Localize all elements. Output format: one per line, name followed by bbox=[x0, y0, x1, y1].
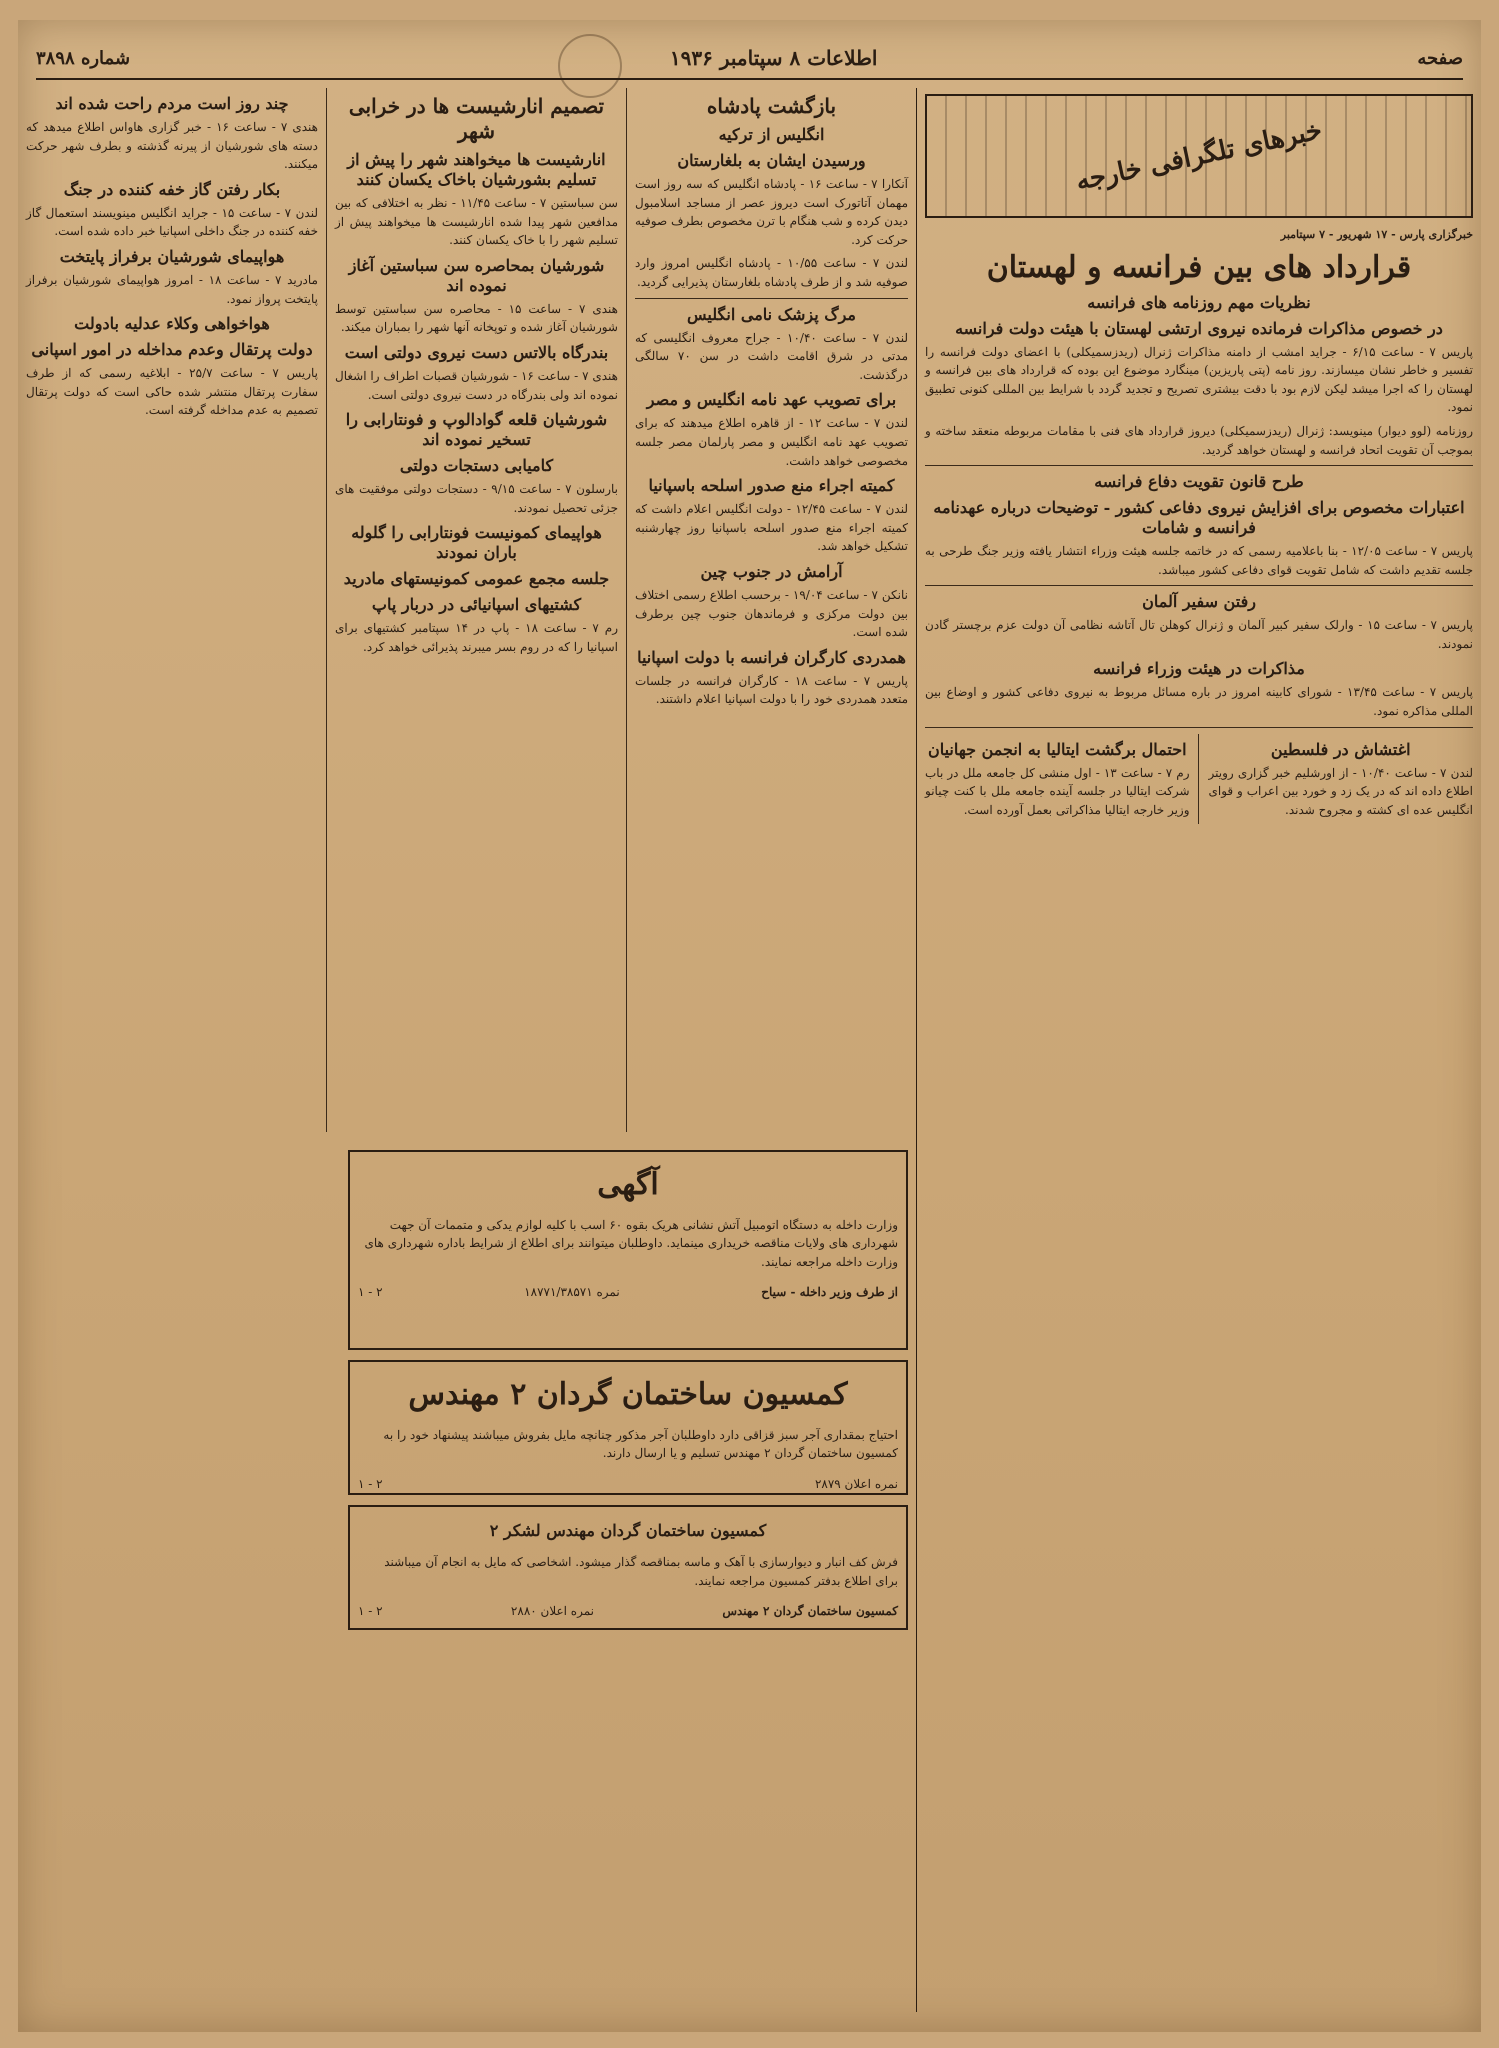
article-body: بارسلون ۷ - ساعت ۹/۱۵ - دستجات دولتی موفقیت های جزئی تحصیل نمودند. bbox=[335, 482, 619, 515]
section-headline: برای تصویب عهد نامه انگلیس و مصر bbox=[646, 390, 897, 410]
agency-line: خبرگزاری پارس - ۱۷ شهریور - ۷ سپتامبر bbox=[1280, 228, 1473, 241]
section-subheadline: انارشیست ها میخواهند شهر را پیش از تسلیم بشورشیان باخاک یکسان کنند bbox=[347, 150, 606, 189]
section-headline: بازگشت پادشاه bbox=[706, 94, 837, 118]
divider bbox=[925, 727, 1473, 728]
section-headline: همدردی کارگران فرانسه با دولت اسپانیا bbox=[637, 647, 906, 667]
page-header bbox=[36, 38, 1463, 80]
ad-commission-2 bbox=[348, 1505, 908, 1630]
ad-signature: کمسیون ساختمان گردان ۲ مهندس bbox=[722, 1604, 898, 1619]
article-body: هندی ۷ - ساعت ۱۵ - محاصره سن سباستین توسط شورشیان آغاز شده و توپخانه آنها شهر را بمباران میکند. bbox=[335, 301, 618, 335]
ad-number: نمره اعلان ۲۸۷۹ bbox=[814, 1476, 898, 1491]
ad-seq: ۲ - ۱ bbox=[358, 1476, 383, 1491]
section-headline: طرح قانون تقویت دفاع فرانسه bbox=[1094, 472, 1304, 492]
section-headline: آرامش در جنوب چین bbox=[700, 561, 843, 581]
ad-notice bbox=[348, 1150, 908, 1350]
article-body: پاریس ۷ - ساعت ۱۲/۰۵ - بنا باعلامیه رسمی که در خاتمه جلسه هیئت وزراء انتشار یافته وزیر جنگ طرحی به جلسه تقدیم داشت که شامل تقویت قوای دفاعی کشور میباشد. bbox=[925, 544, 1474, 577]
section-headline: کشتیهای اسپانیائی در دربار پاپ bbox=[371, 595, 582, 615]
newspaper-page bbox=[18, 20, 1481, 2032]
bottom-articles bbox=[925, 734, 1473, 825]
section-headline: مذاکرات در هیئت وزراء فرانسه bbox=[1093, 659, 1305, 679]
divider bbox=[925, 585, 1473, 586]
ad-title: کمسیون ساختمان گردان مهندس لشکر ۲ bbox=[489, 1521, 767, 1540]
section-headline: تصمیم انارشیست ها در خرابی شهر bbox=[348, 94, 605, 143]
ad-signature: از طرف وزیر داخله - سیاح bbox=[761, 1285, 898, 1300]
section-headline: دولت پرتقال وعدم مداخله در امور اسپانی bbox=[31, 340, 313, 360]
section-headline: هواخواهی وکلاء عدلیه بادولت bbox=[74, 314, 270, 334]
column-king-return bbox=[626, 88, 916, 1132]
section-headline: هواپیمای کمونیست فونتارابی را گلوله باران نمودند bbox=[351, 523, 602, 563]
ad-number: نمره اعلان ۲۸۸۰ bbox=[510, 1604, 594, 1619]
italy-article bbox=[925, 734, 1199, 825]
ad-title: کمسیون ساختمان گردان ۲ مهندس bbox=[408, 1377, 848, 1412]
section-headline: مرگ پزشک نامی انگلیس bbox=[687, 304, 856, 324]
article-body: نانکن ۷ - ساعت ۱۹/۰۴ - برحسب اطلاع رسمی اختلاف بین دولت مرکزی و فرماندهان جنوب چین برطرف شده است. bbox=[635, 587, 908, 640]
ad-commission-1 bbox=[348, 1360, 908, 1495]
article-body: لندن ۷ - ساعت ۱۵ - جراید انگلیس مینویسند استعمال گاز خفه کننده در جنگ داخلی اسپانیا خبر داده شده است. bbox=[26, 205, 318, 239]
issue-number: شماره ۳۸۹۸ bbox=[36, 47, 131, 69]
section-subheadline: ورسیدن ایشان به بلغارستان bbox=[677, 151, 866, 170]
article-body: رم ۷ - ساعت ۱۸ - پاپ در ۱۴ سپتامبر کشتیهای برای اسپانیا را که در روم بسر میبرند پذیرائی خواهد کرد. bbox=[335, 621, 618, 654]
main-subheadline-2: در خصوص مذاکرات فرمانده نیروی ارتشی لهستان با هیئت دولت فرانسه bbox=[955, 318, 1443, 338]
ad-seq: ۲ - ۱ bbox=[358, 1285, 383, 1300]
ad-body: وزارت داخله به دستگاه اتومبیل آتش نشانی هریک بقوه ۶۰ اسب با کلیه لوازم یدکی و متممات آن جهت شهرداری های ولایات مناقصه خریداری مینماید. داوطلبان میتوانند برای اطلاع از شرایط باداره شهرداری های وزارت داخله مراجعه نمایند. bbox=[364, 1217, 898, 1269]
section-headline: جلسه مجمع عمومی کمونیستهای مادرید bbox=[343, 569, 610, 589]
section-headline: کامیابی دستجات دولتی bbox=[399, 456, 554, 476]
article-body: آنکارا ۷ - ساعت ۱۶ - پادشاه انگلیس که سه روز است مهمان آتاتورک است دیروز عصر از مساجد اسلامبول دیدن کرده و شب هنگام با ترن مخصوص بطرف صوفیه حرکت کرد. bbox=[635, 177, 908, 247]
article-body: پاریس ۷ - ساعت ۱۵ - وارلک سفیر کبیر آلمان و ژنرال کوهلن تال آتاشه نظامی آن دولت عزم برچستر گادن نمودند. bbox=[925, 618, 1473, 651]
section-subheadline: انگلیس از ترکیه bbox=[718, 125, 825, 144]
section-headline: هواپیمای شورشیان برفراز پایتخت bbox=[59, 246, 285, 266]
section-headline: احتمال برگشت ایتالیا به انجمن جهانیان bbox=[927, 739, 1187, 759]
banner-title: خبرهای تلگرافی خارجه bbox=[1073, 115, 1325, 197]
main-subheadline-1: نظریات مهم روزنامه های فرانسه bbox=[1087, 292, 1311, 312]
ad-body: احتیاج بمقداری آجر سبز قزاقی دارد داوطلبان آجر مذکور چنانچه مایل بفروش میباشند پیشنهاد خود را به کمسیون ساختمان گردان ۲ مهندس تسلیم و یا ارسال دارند. bbox=[383, 1427, 898, 1461]
column-left bbox=[18, 88, 326, 2012]
section-subheadline: اعتبارات مخصوص برای افزایش نیروی دفاعی کشور - توضیحات درباره عهدنامه فرانسه و شامات bbox=[933, 498, 1465, 538]
article-body: مادرید ۷ - ساعت ۱۸ - امروز هواپیمای شورشیان برفراز پایتخت پرواز نمود. bbox=[26, 272, 318, 306]
section-headline: چند روز است مردم راحت شده اند bbox=[55, 94, 289, 113]
column-foreign-news bbox=[916, 88, 1481, 2012]
section-headline: بکار رفتن گاز خفه کننده در جنگ bbox=[63, 179, 281, 199]
article-body: پاریس ۷ - ساعت ۱۳/۴۵ - شورای کابینه امروز در باره مسائل مربوط به نیروی دفاعی کشور و اوضاع بین المللی مذاکره نمود. bbox=[925, 685, 1473, 719]
article-body: سن سباستین ۷ - ساعت ۱۱/۴۵ - نظر به اختلافی که بین مدافعین شهر پیدا شده انارشیست ها میخواهند پیش از تسلیم شهر را با خاک یکسان کنند. bbox=[335, 196, 618, 248]
article-body: لندن ۷ - ساعت ۱۰/۴۰ - جراح معروف انگلیسی که مدتی در شرق اقامت داشت در سن ۷۰ سالگی درگذشت. bbox=[635, 330, 909, 382]
article-body: لندن ۷ - ساعت ۱۲/۴۵ - دولت انگلیس اعلام داشت که کمیته اجراء منع صدور اسلحه باسپانیا روز چهارشنبه تشکیل خواهد شد. bbox=[635, 502, 909, 554]
article-body: هندی ۷ - ساعت ۱۶ - شورشیان قصبات اطراف را اشغال نموده اند ولی بندرگاه در دست نیروی دولتی است. bbox=[335, 368, 618, 402]
ad-body: فرش کف انبار و دیوارسازی با آهک و ماسه بمناقصه گذار میشود. اشخاصی که مایل به انجام آن میباشند برای اطلاع بدفتر کمسیون مراجعه نمایند. bbox=[384, 1555, 898, 1588]
ad-title: آگهی bbox=[597, 1167, 659, 1202]
section-headline: شورشیان بمحاصره سن سباستین آغاز نموده اند bbox=[348, 255, 605, 295]
ad-footer bbox=[358, 1283, 898, 1302]
article-body: لندن ۷ - ساعت ۱۰/۴۰ - از اورشلیم خبر گزاری رویتر اطلاع داده اند که در یک زد و خورد بین اعراب و قوای انگلیس عده ای کشته و مجروح شدند. bbox=[1208, 765, 1473, 817]
divider bbox=[635, 298, 908, 299]
column-spain-news bbox=[326, 88, 626, 1132]
main-headline: قرارداد های بین فرانسه و لهستان bbox=[986, 250, 1412, 286]
ad-seq: ۲ - ۱ bbox=[358, 1604, 383, 1619]
telegraph-banner bbox=[925, 94, 1473, 218]
section-headline: کمیته اجراء منع صدور اسلحه باسپانیا bbox=[648, 476, 895, 496]
date-line: اطلاعات ۸ سپتامبر ۱۹۳۶ bbox=[669, 46, 878, 70]
article-body: هندی ۷ - ساعت ۱۶ - خبر گزاری هاواس اطلاع میدهد که دسته های شورشیان از پیرنه گذشته و بطرف شهر حرکت میکنند. bbox=[26, 120, 318, 172]
ad-number: نمره ۱۸۷۷۱/۳۸۵۷۱ bbox=[524, 1285, 620, 1300]
section-headline: شورشیان قلعه گوادالوپ و فونتارابی را تسخیر نموده اند bbox=[345, 410, 608, 450]
section-headline: بندرگاه بالاتس دست نیروی دولتی است bbox=[344, 342, 609, 362]
page-label: صفحه bbox=[1417, 47, 1463, 69]
article-body: روزنامه (لوو دیوار) مینویسد: ژنرال (ریدزسمیکلی) دیروز قرارداد های فنی با مقامات مربوطه منعقد ساخته و بموجب آن تقویت اتحاد فرانسه و لهستان خواهد گردید. bbox=[925, 423, 1473, 457]
article-body: پاریس ۷ - ساعت ۲۵/۷ - ابلاغیه رسمی که از طرف سفارت پرتقال منتشر شده حاکی است که دولت پرتقال تصمیم به عدم مداخله گرفته است. bbox=[26, 366, 319, 418]
section-headline: اغتشاش در فلسطین bbox=[1270, 739, 1411, 759]
ad-footer bbox=[358, 1475, 898, 1494]
article-body: پاریس ۷ - ساعت ۱۸ - کارگران فرانسه در جلسات متعدد همدردی خود را با دولت اسپانیا اعلام داشتند. bbox=[635, 673, 908, 707]
ad-footer bbox=[358, 1602, 898, 1621]
article-body: پاریس ۷ - ساعت ۶/۱۵ - جراید امشب از دامنه مذاکرات ژنرال (ریدزسمیکلی) با اعضای دولت فرانسه را تفسیر و خاطر نشان میسازند. روز نامه (پتی پاریزین) مینگارد موضوع این بوده که قرارداد های بین فرانسه و لهستان را که اجرا میشد لیکن لازم بود با دقت بیشتری تصریح و تجدید گردد با شرایط بین المللی کنونی تطبیق نمود. bbox=[925, 344, 1474, 415]
article-body: لندن ۷ - ساعت ۱۰/۵۵ - پادشاه انگلیس امروز وارد صوفیه شد و از طرف پادشاه بلغارستان پذیرایی گردید. bbox=[635, 256, 908, 289]
article-body: رم ۷ - ساعت ۱۳ - اول منشی کل جامعه ملل در باب شرکت ایتالیا در جلسه آینده جامعه ملل با کنت چیانو وزیر خارجه ایتالیا مذاکراتی بعمل آورده است. bbox=[925, 765, 1190, 817]
section-headline: رفتن سفیر آلمان bbox=[1142, 592, 1256, 612]
article-body: لندن ۷ - ساعت ۱۲ - از قاهره اطلاع میدهند که برای تصویب عهد نامه انگلیس و مصر پارلمان مصر جلسه مخصوصی خواهد داشت. bbox=[635, 416, 908, 468]
palestine-article bbox=[1209, 734, 1474, 825]
divider bbox=[925, 465, 1473, 466]
